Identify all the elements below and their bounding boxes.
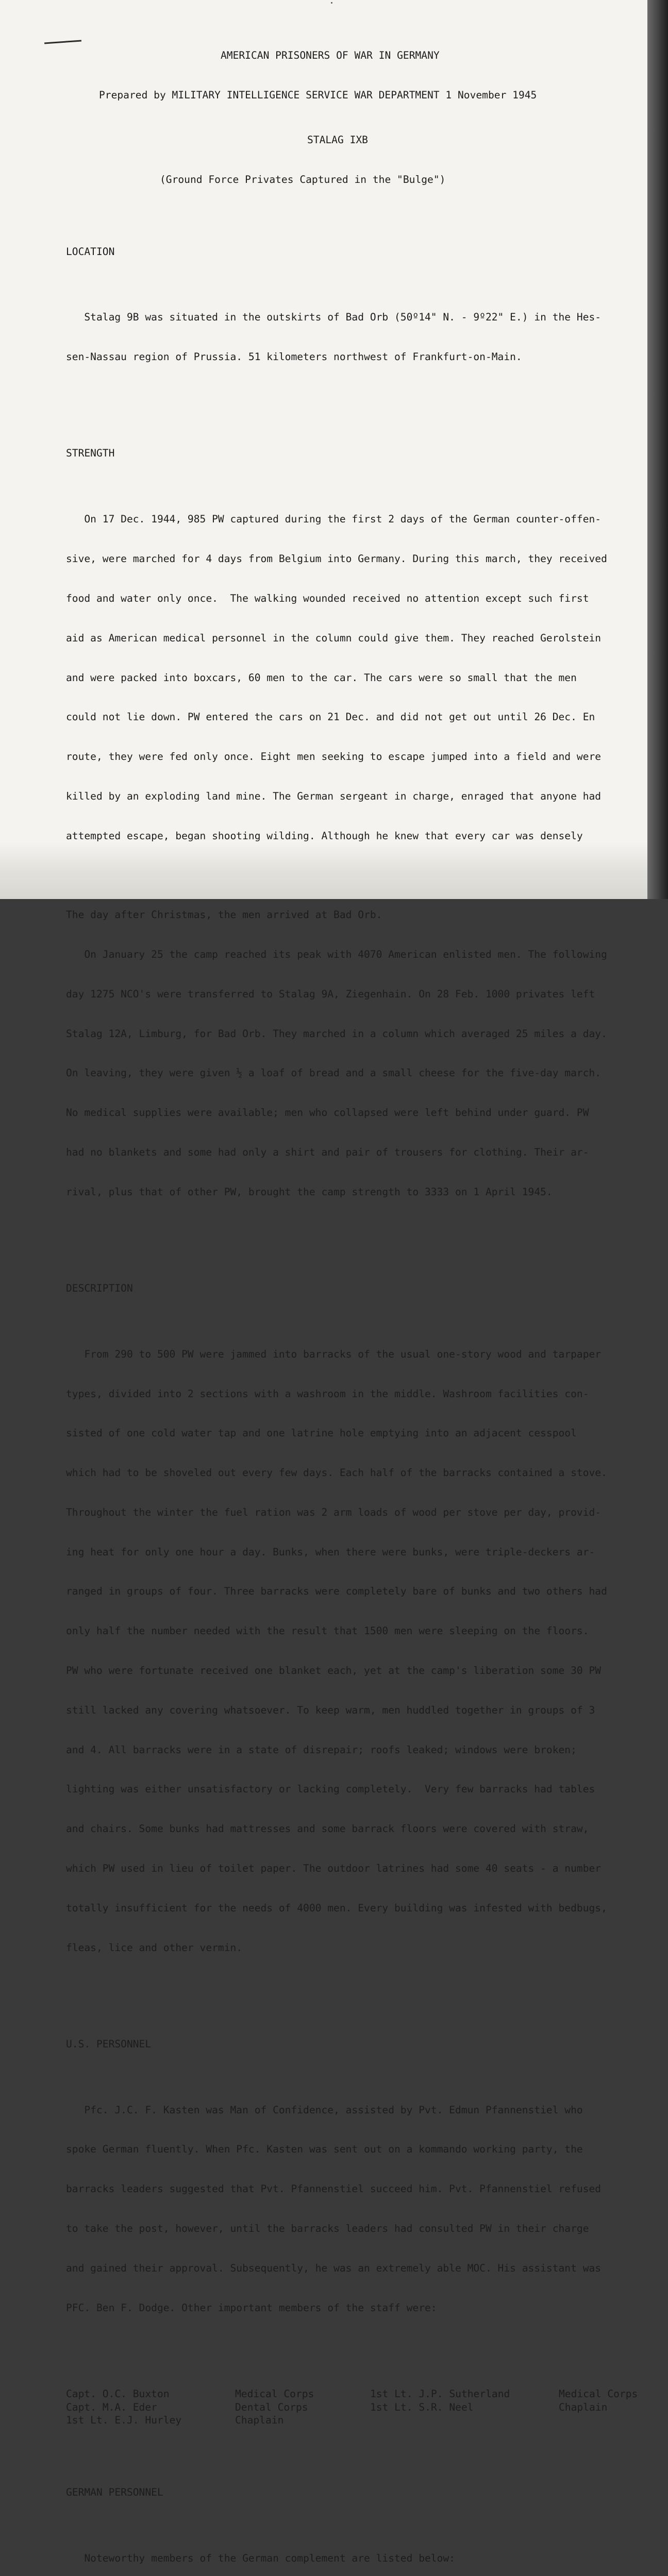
text-line: killed by an exploding land mine. The German sergeant in charge, enraged that anyone had [66, 790, 602, 802]
text-line: On 17 Dec. 1944, 985 PW captured during the first 2 days of the German counter-offen- [66, 513, 602, 526]
camp-name: STALAG IXB [307, 133, 368, 146]
text-line: aid as American medical personnel in the column could give them. They reached Gerolstein [66, 632, 602, 644]
text-line: could not lie down. PW entered the cars on 21 Dec. and did not get out until 26 Dec. En [66, 711, 595, 723]
staff-role: Medical Corps [235, 2388, 314, 2400]
staff-name: Capt. M.A. Eder [66, 2401, 157, 2413]
text-line: PFC. Ben F. Dodge. Other important members of the staff were: [66, 2301, 437, 2314]
document-title: AMERICAN PRISONERS OF WAR IN GERMANY [221, 49, 440, 62]
speck [331, 2, 332, 4]
text-line: food and water only once. The walking wounded received no attention except such first [66, 592, 589, 604]
description-heading: DESCRIPTION [66, 1282, 133, 1294]
staff-role: Chaplain [235, 2414, 284, 2427]
prepared-by: Prepared by MILITARY INTELLIGENCE SERVICE WAR DEPARTMENT 1 November 1945 [99, 89, 537, 101]
text-line: and gained their approval. Subsequently, he was an extremely able MOC. His assistant was [66, 2262, 602, 2274]
german-personnel-heading: GERMAN PERSONNEL [66, 2486, 163, 2499]
description-text [66, 1321, 642, 1981]
staff-name: Capt. O.C. Buxton [66, 2388, 170, 2400]
staff-role: Medical Corps [559, 2388, 638, 2400]
text-line: still lacked any covering whatsoever. To keep warm, men huddled together in groups of 3 [66, 1704, 595, 1716]
text-line: totally insufficient for the needs of 4000 men. Every building was infested with bedbugs, [66, 1902, 607, 1914]
text-line: attempted escape, began shooting wilding. Although he knew that every car was densely [66, 829, 583, 842]
text-line: No medical supplies were available; men who collapsed were left behind under guard. PW [66, 1107, 589, 1119]
location-heading: LOCATION [66, 245, 115, 258]
text-line: The day after Christmas, the men arrived at Bad Orb. [66, 909, 382, 921]
text-line: spoke German fluently. When Pfc. Kasten was sent out on a kommando working party, the [66, 2143, 583, 2156]
staff-name: 1st Lt. S.R. Neel [370, 2401, 474, 2413]
german-personnel-text [66, 2526, 642, 2576]
text-line: day 1275 NCO's were transferred to Stalag 9A, Ziegenhain. On 28 Feb. 1000 privates left [66, 988, 595, 1000]
text-line: From 290 to 500 PW were jammed into barracks of the usual one-story wood and tarpaper [66, 1348, 602, 1360]
text-line: Throughout the winter the fuel ration was 2 arm loads of wood per stove per day, provid- [66, 1506, 602, 1518]
text-line: which had to be shoveled out every few days. Each half of the barracks contained a stove. [66, 1467, 607, 1479]
text-line: Noteworthy members of the German complement are listed below: [66, 2552, 455, 2565]
text-line: rival, plus that of other PW, brought the camp strength to 3333 on 1 April 1945. [66, 1185, 553, 1198]
page-bottom-shadow [0, 842, 647, 899]
text-line: and chairs. Some bunks had mattresses and some barrack floors were covered with straw, [66, 1823, 589, 1835]
staff-role: Chaplain [559, 2401, 608, 2413]
text-line: On January 25 the camp reached its peak with 4070 American enlisted men. The following [66, 948, 607, 960]
text-line: and were packed into boxcars, 60 men to the car. The cars were so small that the men [66, 671, 577, 684]
scan-edge [647, 0, 668, 899]
staff-name: 1st Lt. E.J. Hurley [66, 2414, 182, 2427]
staff-table [66, 2387, 642, 2427]
us-personnel-heading: U.S. PERSONNEL [66, 2038, 152, 2050]
text-line: Stalag 9B was situated in the outskirts of Bad Orb (50º14" N. - 9º22" E.) in the Hes- [66, 311, 602, 324]
text-line: sisted of one cold water tap and one latrine hole emptying into an adjacent cesspool [66, 1427, 577, 1439]
text-line: types, divided into 2 sections with a washroom in the middle. Washroom facilities con- [66, 1387, 589, 1400]
strength-heading: STRENGTH [66, 447, 115, 460]
staff-role [559, 2414, 646, 2427]
text-line: had no blankets and some had only a shirt and pair of trousers for clothing. Their ar- [66, 1146, 589, 1158]
text-line: Pfc. J.C. F. Kasten was Man of Confidence, assisted by Pvt. Edmun Pfannenstiel who [66, 2104, 583, 2116]
document-subtitle: (Ground Force Privates Captured in the "Bulge") [160, 173, 446, 185]
text-line: PW who were fortunate received one blanket each, yet at the camp's liberation some 30 PW [66, 1665, 602, 1677]
staff-role: Dental Corps [235, 2401, 308, 2413]
text-line: ing heat for only one hour a day. Bunks, when there were bunks, were triple-deckers ar- [66, 1546, 595, 1558]
text-line: which PW used in lieu of toilet paper. The outdoor latrines had some 40 seats - a number [66, 1862, 602, 1874]
staff-name: 1st Lt. J.P. Sutherland [370, 2388, 510, 2400]
text-line: fleas, lice and other vermin. [66, 1941, 243, 1954]
text-line: sen-Nassau region of Prussia. 51 kilometers northwest of Frankfurt-on-Main. [66, 351, 522, 363]
text-line: On leaving, they were given ½ a loaf of bread and a small cheese for the five-day march. [66, 1067, 602, 1079]
text-line: lighting was either unsatisfactory or lacking completely. Very few barracks had tables [66, 1783, 595, 1795]
text-line: Stalag 12A, Limburg, for Bad Orb. They marched in a column which averaged 25 miles a day. [66, 1027, 607, 1040]
text-line: only half the number needed with the result that 1500 men were sleeping on the floors. [66, 1625, 589, 1637]
document-body [66, 23, 642, 2576]
text-line: sive, were marched for 4 days from Belgium into Germany. During this march, they received [66, 553, 607, 565]
text-line: route, they were fed only once. Eight men seeking to escape jumped into a field and were [66, 751, 602, 763]
text-line: ranged in groups of four. Three barracks were completely bare of bunks and two others had [66, 1585, 607, 1598]
text-line: to take the post, however, until the barracks leaders had consulted PW in their charge [66, 2222, 589, 2234]
staff-name [370, 2414, 559, 2427]
location-text [66, 284, 642, 390]
us-personnel-text [66, 2077, 642, 2341]
text-line: and 4. All barracks were in a state of disrepair; roofs leaked; windows were broken; [66, 1743, 577, 1756]
text-line: barracks leaders suggested that Pvt. Pfannenstiel succeed him. Pvt. Pfannenstiel refused [66, 2183, 602, 2195]
